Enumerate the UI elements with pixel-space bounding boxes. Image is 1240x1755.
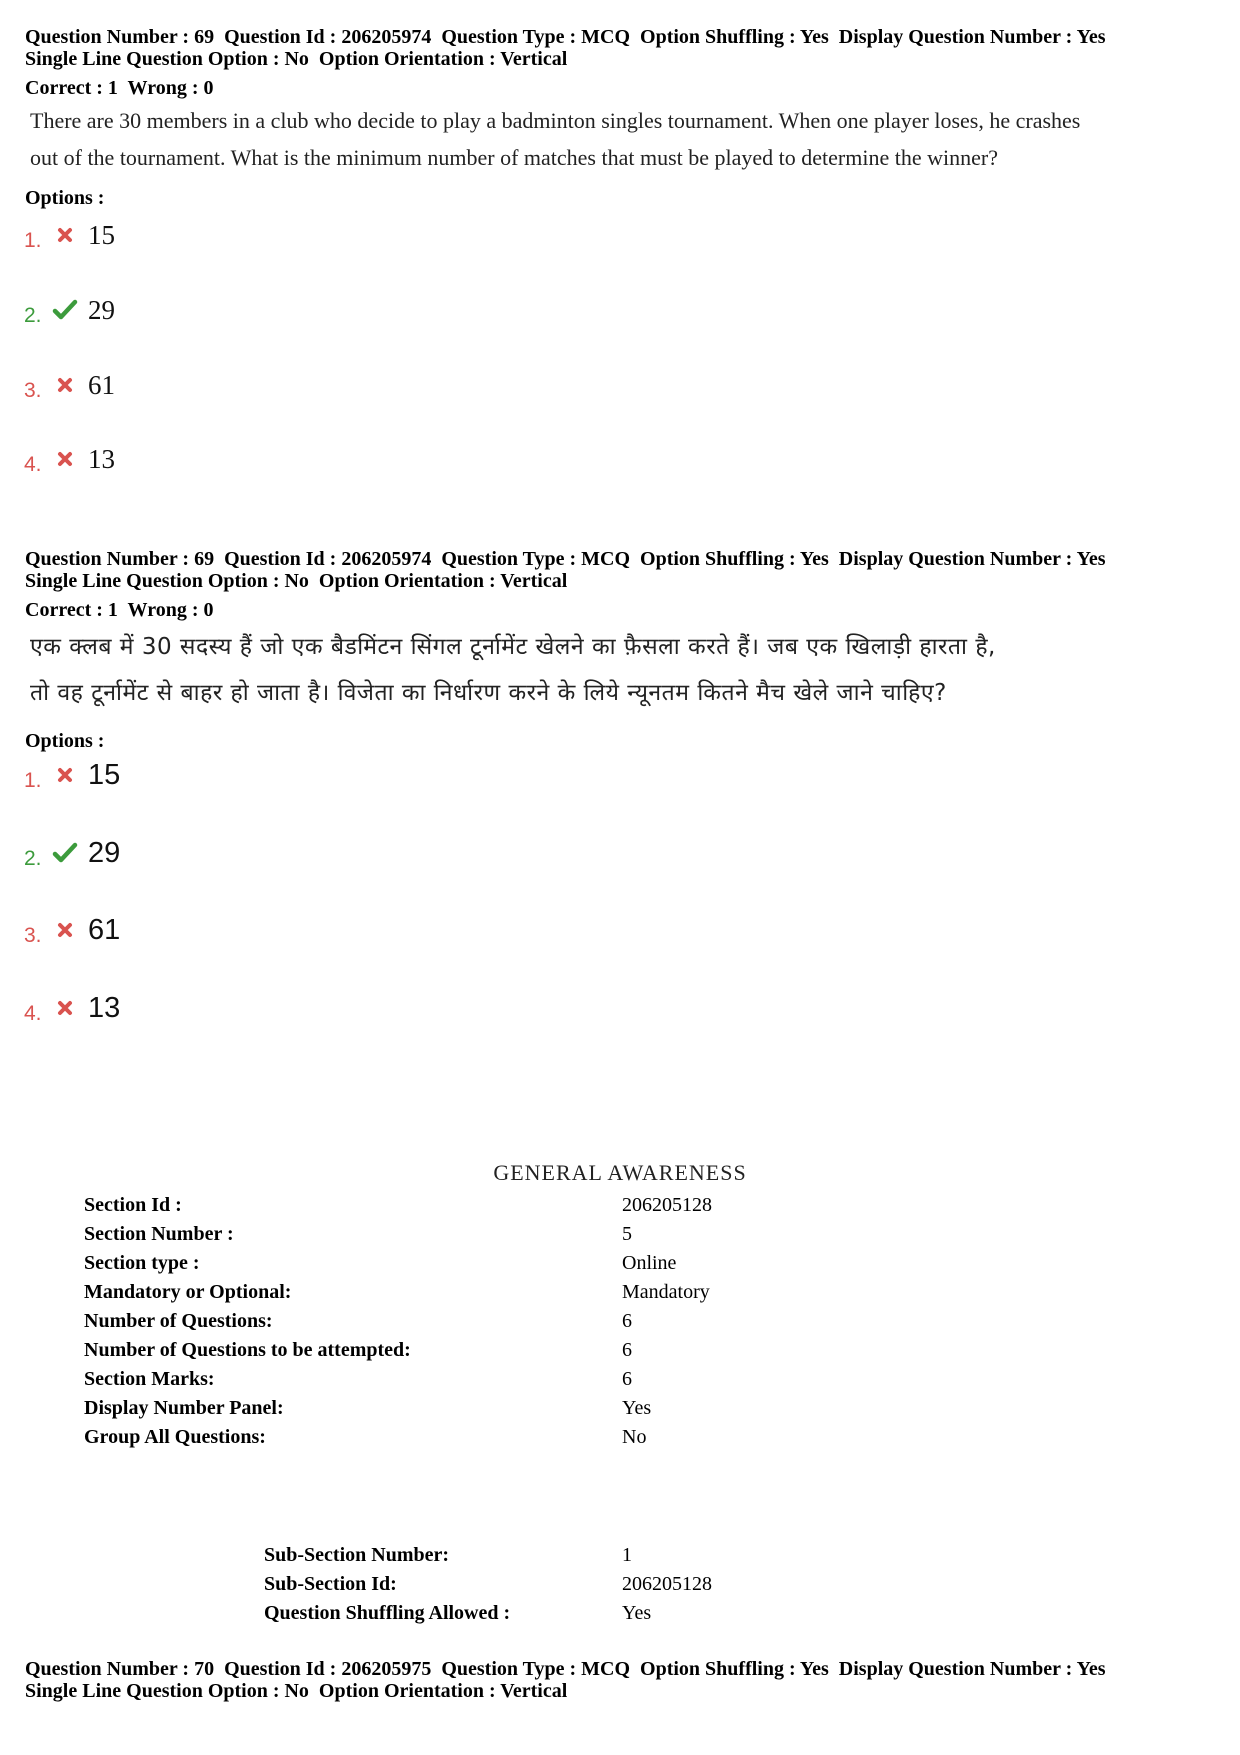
- row-value: 6: [622, 1368, 632, 1390]
- option-1: [24, 212, 115, 252]
- option-value: 13: [88, 444, 115, 474]
- cross-icon: [50, 760, 80, 790]
- section-title: GENERAL AWARENESS: [493, 1160, 747, 1185]
- q69-hi-options-label: Options :: [25, 730, 105, 752]
- row-key: Section Id :: [84, 1194, 182, 1216]
- q69-hi-marks: Correct : 1 Wrong : 0: [25, 599, 214, 621]
- row-value: Mandatory: [622, 1281, 710, 1303]
- q69-hi-meta-line1: Question Number : 69 Question Id : 206205974 Question Type : MCQ Option Shuffling : Yes Display Question Number : Yes: [25, 548, 1106, 570]
- q69-en-marks: Correct : 1 Wrong : 0: [25, 77, 214, 99]
- q69-en-question-line2: out of the tournament. What is the minimum number of matches that must be played to determine the winner?: [30, 145, 998, 170]
- row-value: 6: [622, 1339, 632, 1361]
- row-key: Sub-Section Number:: [264, 1544, 450, 1566]
- row-key: Question Shuffling Allowed :: [264, 1602, 511, 1624]
- q70-meta-line1: Question Number : 70 Question Id : 206205975 Question Type : MCQ Option Shuffling : Yes Display Question Number : Yes: [25, 1658, 1106, 1680]
- option-value: 13: [88, 992, 121, 1024]
- option-value: 15: [88, 759, 121, 791]
- row-value: Yes: [622, 1602, 652, 1624]
- option-value: 15: [88, 220, 115, 250]
- option-number: 2.: [24, 847, 42, 870]
- option-number: 4.: [24, 1002, 42, 1025]
- check-icon: [50, 295, 80, 325]
- cross-icon: [50, 915, 80, 945]
- row-value: 206205128: [622, 1194, 712, 1216]
- option-value: 61: [88, 914, 121, 946]
- option-number: 3.: [24, 379, 42, 402]
- option-number: 3.: [24, 924, 42, 947]
- option-2: [24, 287, 115, 327]
- q69-en-question: [30, 102, 1220, 176]
- q69-hi-question-line1: एक क्लब में 30 सदस्य हैं जो एक बैडमिंटन सिंगल टूर्नामेंट खेलने का फ़ैसला करते हैं। जब एक खिलाड़ी हारता है,: [30, 634, 996, 660]
- option-number: 1.: [24, 229, 42, 252]
- option-value: 29: [88, 295, 115, 325]
- cross-icon: [50, 444, 80, 474]
- row-key: Sub-Section Id:: [264, 1573, 397, 1595]
- option-4: [24, 985, 120, 1025]
- option-number: 4.: [24, 453, 42, 476]
- option-1: [24, 752, 120, 792]
- row-key: Mandatory or Optional:: [84, 1281, 292, 1303]
- row-value: 6: [622, 1310, 632, 1332]
- option-2: [24, 830, 120, 870]
- row-value: 206205128: [622, 1573, 712, 1595]
- cross-icon: [50, 220, 80, 250]
- check-icon: [50, 838, 80, 868]
- q69-en-meta-line2: Single Line Question Option : No Option Orientation : Vertical: [25, 48, 568, 70]
- q69-en-meta-line1: Question Number : 69 Question Id : 206205974 Question Type : MCQ Option Shuffling : Yes Display Question Number : Yes: [25, 26, 1106, 48]
- row-key: Section Number :: [84, 1223, 234, 1245]
- row-value: 5: [622, 1223, 632, 1245]
- q69-hi-question-line2: तो वह टूर्नामेंट से बाहर हो जाता है। विजेता का निर्धारण करने के लिये न्यूनतम कितने मैच खेले जाने चाहिए?: [30, 680, 947, 706]
- row-key: Group All Questions:: [84, 1426, 266, 1448]
- row-key: Section type :: [84, 1252, 200, 1274]
- option-value: 29: [88, 837, 121, 869]
- row-value: 1: [622, 1544, 632, 1566]
- option-value: 61: [88, 370, 115, 400]
- option-number: 1.: [24, 769, 42, 792]
- cross-icon: [50, 370, 80, 400]
- q70-meta-line2: Single Line Question Option : No Option Orientation : Vertical: [25, 1680, 568, 1702]
- q69-hi-question: [30, 624, 1220, 716]
- row-value: Online: [622, 1252, 677, 1274]
- row-key: Number of Questions to be attempted:: [84, 1339, 411, 1361]
- row-key: Section Marks:: [84, 1368, 215, 1390]
- option-number: 2.: [24, 304, 42, 327]
- option-4: [24, 436, 115, 476]
- row-key: Number of Questions:: [84, 1310, 273, 1332]
- row-key: Display Number Panel:: [84, 1397, 284, 1419]
- q69-en-question-line1: There are 30 members in a club who decide to play a badminton singles tournament. When one player loses, he crashes: [30, 108, 1081, 133]
- option-3: [24, 362, 115, 402]
- q69-en-options-label: Options :: [25, 187, 105, 209]
- row-value: Yes: [622, 1397, 652, 1419]
- cross-icon: [50, 993, 80, 1023]
- q69-hi-meta-line2: Single Line Question Option : No Option Orientation : Vertical: [25, 570, 568, 592]
- option-3: [24, 907, 120, 947]
- row-value: No: [622, 1426, 647, 1448]
